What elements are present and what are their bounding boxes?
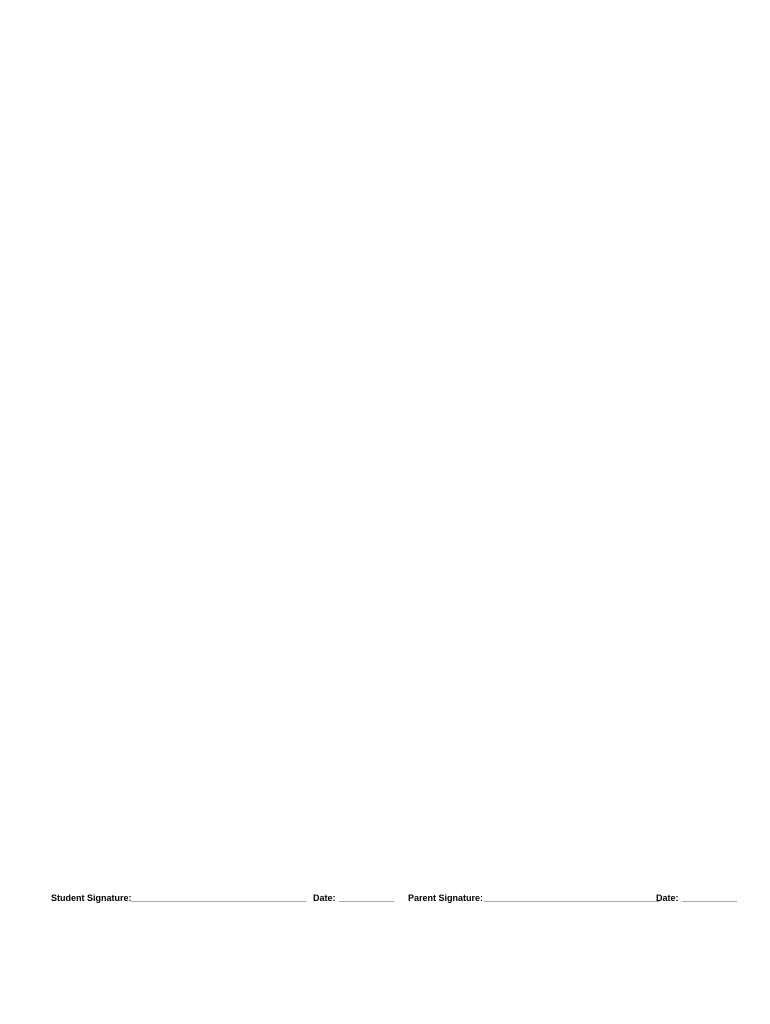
parent-signature-label: Parent Signature: xyxy=(408,893,484,903)
parent-signature-line[interactable]: ___________________________________ xyxy=(484,893,660,903)
student-signature-label: Student Signature: xyxy=(51,893,132,903)
student-date-line[interactable]: ___________ xyxy=(339,893,395,903)
student-date-label: Date: xyxy=(313,893,336,903)
parent-date-label: Date: xyxy=(656,893,679,903)
student-signature-line[interactable]: ___________________________________ xyxy=(131,893,307,903)
parent-date-line[interactable]: ___________ xyxy=(682,893,738,903)
